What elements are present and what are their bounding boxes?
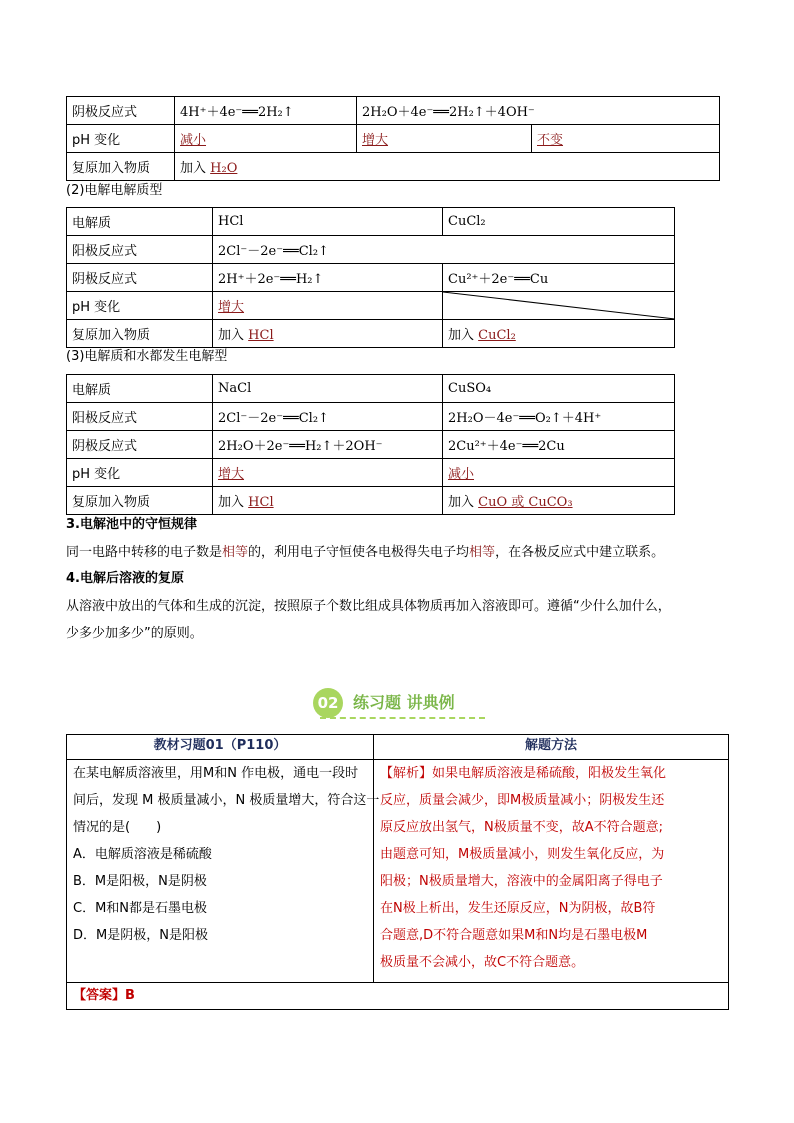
row-label: 阴极反应式 — [67, 97, 175, 125]
text-span: ，在各极反应式中建立联系。 — [495, 545, 665, 560]
highlight-text: 相等 — [222, 545, 249, 560]
section-number-badge: 02 — [313, 688, 343, 718]
table-row — [67, 153, 720, 181]
option-c: C．M和N都是石墨电极 — [73, 901, 208, 916]
rule-paragraph-line: 从溶液中放出的气体和生成的沉淀，按照原子个数比组成具体物质再加入溶液即可。遵循“少什么加什么， — [66, 599, 671, 614]
row-label: 阳极反应式 — [67, 236, 213, 264]
cell: 2H₂O＋4e⁻══2H₂↑＋4OH⁻ — [357, 97, 720, 125]
analysis-cell — [374, 760, 729, 983]
section-title: (3)电解质和水都发生电解型 — [66, 349, 228, 364]
cell-prefix: 加入 — [218, 328, 245, 343]
question-line: 间后，发现 M 极质量减小，N 极质量增大，符合这一 — [73, 793, 380, 808]
option-d: D．M是阴极，N是阳极 — [73, 928, 208, 943]
rule-heading: 3.电解池中的守恒规律 — [66, 517, 197, 532]
table-row — [67, 983, 729, 1010]
rule-paragraph-line: 少多少加多少”的原则。 — [66, 626, 203, 641]
cell: HCl — [213, 208, 443, 236]
section-banner-title: 练习题 讲典例 — [353, 693, 455, 712]
answer-text: HCl — [248, 495, 274, 510]
table-row — [67, 431, 675, 459]
cell: 2H₂O－4e⁻══O₂↑＋4H⁺ — [443, 403, 675, 431]
analysis-line: 由题意可知，M极质量减小，则发生氧化反应，为 — [380, 847, 665, 862]
cell-prefix: 加入 — [448, 495, 475, 510]
analysis-line: 极质量不会减小，故C不符合题意。 — [380, 955, 585, 970]
row-label: 阴极反应式 — [67, 431, 213, 459]
cell: Cu²⁺＋2e⁻══Cu — [443, 264, 675, 292]
row-label: 阴极反应式 — [67, 264, 213, 292]
analysis-line: 【解析】如果电解质溶液是稀硫酸，阳极发生氧化 — [380, 766, 667, 781]
question-line: 情况的是( ) — [73, 820, 162, 835]
answer-text: 增大 — [362, 133, 389, 148]
cell: NaCl — [213, 375, 443, 403]
cell-prefix: 加入 — [180, 161, 207, 176]
row-label: pH 变化 — [67, 125, 175, 153]
table-row — [67, 264, 675, 292]
answer-text: 不变 — [537, 133, 564, 148]
table-row — [67, 487, 675, 515]
table-row — [67, 459, 675, 487]
option-b: B．M是阳极，N是阴极 — [73, 874, 207, 889]
cell: 2H⁺＋2e⁻══H₂↑ — [213, 264, 443, 292]
method-header: 解题方法 — [374, 735, 729, 760]
row-label: 电解质 — [67, 208, 213, 236]
exercise-table — [66, 734, 729, 1010]
question-cell — [67, 760, 380, 983]
row-label: 阳极反应式 — [67, 403, 213, 431]
diagonal-line — [443, 292, 675, 319]
answer-bar: 【答案】B — [67, 983, 729, 1010]
table-row — [67, 292, 675, 320]
analysis-line: 合题意,D不符合题意如果M和N均是石墨电极M — [380, 928, 648, 943]
rule-paragraph — [66, 539, 664, 566]
table-row — [67, 125, 720, 153]
answer-text: CuO 或 CuCO₃ — [478, 495, 573, 510]
rule-heading: 4.电解后溶液的复原 — [66, 571, 184, 586]
highlight-text: 相等 — [469, 545, 496, 560]
table-electrolyte-only — [66, 207, 675, 348]
cell: CuCl₂ — [443, 208, 675, 236]
answer-text: 减小 — [448, 467, 475, 482]
cell: 2H₂O＋2e⁻══H₂↑＋2OH⁻ — [213, 431, 443, 459]
row-label: 复原加入物质 — [67, 320, 213, 348]
table-row — [67, 208, 675, 236]
cell: 2Cl⁻－2e⁻══Cl₂↑ — [213, 236, 675, 264]
exercise-header: 教材习题01（P110） — [67, 735, 374, 760]
text-span: 的，利用电子守恒使各电极得失电子均 — [248, 545, 470, 560]
cell-prefix: 加入 — [448, 328, 475, 343]
analysis-line: 原反应放出氢气，N极质量不变，故A不符合题意; — [380, 820, 663, 835]
table-row — [67, 760, 729, 983]
cell: CuSO₄ — [443, 375, 675, 403]
row-label: pH 变化 — [67, 459, 213, 487]
table-row — [67, 236, 675, 264]
diagonal-cell — [443, 292, 675, 320]
row-label: 电解质 — [67, 375, 213, 403]
analysis-line: 阳极；N极质量增大，溶液中的金属阳离子得电子 — [380, 874, 663, 889]
row-label: 复原加入物质 — [67, 487, 213, 515]
table-row — [67, 375, 675, 403]
answer-text: CuCl₂ — [478, 328, 516, 343]
answer-text: 减小 — [180, 133, 207, 148]
answer-text: H₂O — [210, 161, 238, 176]
question-line: 在某电解质溶液里，用M和N 作电极，通电一段时 — [73, 766, 359, 781]
banner-underline — [320, 717, 485, 719]
cell: 2Cu²⁺＋4e⁻══2Cu — [443, 431, 675, 459]
table-row — [67, 320, 675, 348]
table-row — [67, 97, 720, 125]
cell: 4H⁺＋4e⁻══2H₂↑ — [175, 97, 357, 125]
cell-prefix: 加入 — [218, 495, 245, 510]
answer-text: HCl — [248, 328, 274, 343]
row-label: pH 变化 — [67, 292, 213, 320]
analysis-line: 在N极上析出，发生还原反应，N为阴极，故B符 — [380, 901, 656, 916]
table-row — [67, 403, 675, 431]
table-electrolysis-water — [66, 96, 720, 181]
section-title: (2)电解电解质型 — [66, 183, 163, 198]
answer-text: 增大 — [218, 300, 245, 315]
answer-text: 增大 — [218, 467, 245, 482]
text-span: 同一电路中转移的电子数是 — [66, 545, 223, 560]
row-label: 复原加入物质 — [67, 153, 175, 181]
table-electrolyte-and-water — [66, 374, 675, 515]
table-row — [67, 735, 729, 760]
analysis-line: 反应，质量会减少，即M极质量减小；阴极发生还 — [380, 793, 665, 808]
option-a: A．电解质溶液是稀硫酸 — [73, 847, 212, 862]
cell: 2Cl⁻－2e⁻══Cl₂↑ — [213, 403, 443, 431]
